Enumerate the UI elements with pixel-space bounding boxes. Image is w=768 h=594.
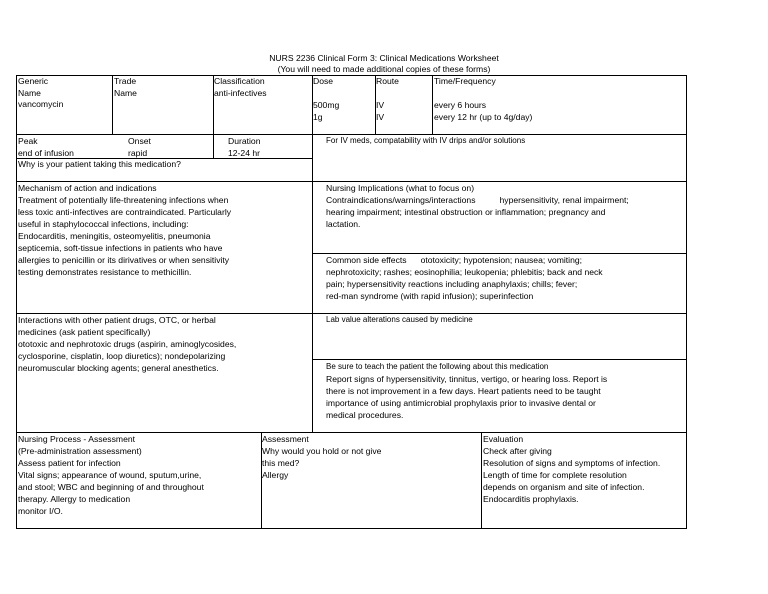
time-value-1: every 6 hours [434,100,487,110]
generic-value: vancomycin [18,99,64,109]
nursing-process-line: therapy. Allergy to medication [18,494,131,504]
side-effects-line: red-man syndrome (with rapid infusion); superinfection [326,291,534,301]
route-label: Route [376,76,399,86]
side-effects-label: Common side effects [326,255,407,265]
evaluation-line: Length of time for complete resolution [483,470,627,480]
dose-label: Dose [313,76,334,86]
side-effects-first: ototoxicity; hypotension; nausea; vomiting; [420,255,583,265]
mechanism-line: Endocarditis, meningitis, osteomyelitis, pneumonia [18,231,211,241]
nursing-process-line: (Pre-administration assessment) [18,446,142,456]
mechanism-line: useful in staphylococcal infections, including: [18,219,189,229]
evaluation-line: Check after giving [483,446,552,456]
assessment-line: this med? [262,458,300,468]
contraindications-line: lactation. [326,219,361,229]
route-value-1: IV [376,100,385,110]
onset-label: Onset [128,136,151,146]
assessment-line: Allergy [262,470,289,480]
nursing-implications-block [326,182,629,206]
route-value-2: IV [376,112,385,122]
nursing-implications-heading: Nursing Implications (what to focus on) [326,183,475,193]
mechanism-line: less toxic anti-infectives are contraindicated. Particularly [18,207,232,217]
contraindications-continued [326,206,605,230]
why-label: Why is your patient taking this medication? [18,159,181,169]
trade-label-line2: Name [114,88,137,98]
nursing-process-line: and stool; WBC and beginning of and throughout [18,482,204,492]
lab-values-label: Lab value alterations caused by medicine [326,315,473,324]
onset-value: rapid [128,148,148,158]
iv-compatibility-label: For IV meds, compatability with IV drips and/or solutions [326,136,526,145]
duration-label: Duration [228,136,261,146]
evaluation-line: depends on organism and site of infection. [483,482,645,492]
contraindications-value: hypersensitivity, renal impairment; [499,195,629,205]
peak-label: Peak [18,136,38,146]
dose-value-2: 1g [313,112,323,122]
evaluation-heading: Evaluation [483,434,524,444]
teach-line: importance of using antimicrobial prophylaxis prior to invasive dental or [326,398,596,408]
duration-value: 12-24 hr [228,148,261,158]
peak-value: end of infusion [18,148,74,158]
teach-line: Report signs of hypersensitivity, tinnitus, vertigo, or hearing loss. Report is [326,374,608,384]
generic-label-line2: Name [18,88,41,98]
teach-heading: Be sure to teach the patient the following about this medication [326,362,549,371]
assessment-line: Why would you hold or not give [262,446,382,456]
mechanism-heading: Mechanism of action and indications [18,183,157,193]
contraindications-line: hearing impairment; intestinal obstruction or inflammation; pregnancy and [326,207,606,217]
classification-value: anti-infectives [214,88,267,98]
interactions-block [18,314,236,374]
side-effects-block [326,254,603,302]
interactions-line: ototoxic and nephrotoxic drugs (aspirin, aminoglycosides, [18,339,237,349]
side-effects-line: pain; hypersensitivity reactions including anaphylaxis; chills; fever; [326,279,578,289]
assessment-heading: Assessment [262,434,309,444]
interactions-line: medicines (ask patient specifically) [18,327,151,337]
evaluation-line: Endocarditis prophylaxis. [483,494,579,504]
contraindications-label: Contraindications/warnings/interactions [326,195,476,205]
teach-line: medical procedures. [326,410,404,420]
trade-label-line1: Trade [114,76,137,86]
interactions-heading: Interactions with other patient drugs, OTC, or herbal [18,315,216,325]
evaluation-line: Resolution of signs and symptoms of infection. [483,458,661,468]
mechanism-line: Treatment of potentially life-threatening infections when [18,195,229,205]
dose-value-1: 500mg [313,100,340,110]
form-title: NURS 2236 Clinical Form 3: Clinical Medications Worksheet [269,53,499,63]
mechanism-line: testing demonstrates resistance to methicillin. [18,267,192,277]
nursing-process-heading: Nursing Process - Assessment [18,434,136,444]
side-effects-line: nephrotoxicity; rashes; eosinophilia; leukopenia; phlebitis; back and neck [326,267,603,277]
time-label: Time/Frequency [434,76,496,86]
generic-label-line1: Generic [18,76,49,86]
mechanism-block [18,182,231,278]
interactions-line: cyclosporine, cisplatin, loop diuretics); nondepolarizing [18,351,226,361]
time-value-2: every 12 hr (up to 4g/day) [434,112,533,122]
nursing-process-line: Assess patient for infection [18,458,121,468]
mechanism-line: septicemia, soft-tissue infections in patients who have [18,243,223,253]
nursing-process-line: monitor I/O. [18,506,63,516]
teach-block [326,361,607,421]
nursing-process-block [18,433,204,517]
assessment-block [262,433,381,481]
mechanism-line: allergies to penicillin or its dirivatives or when sensitivity [18,255,230,265]
form-subtitle: (You will need to made additional copies of these forms) [277,64,491,74]
nursing-process-line: Vital signs; appearance of wound, sputum,urine, [18,470,202,480]
teach-line: there is not improvement in a few days. Heart patients need to be taught [326,386,601,396]
evaluation-block [483,433,660,505]
interactions-line: neuromuscular blocking agents; general anesthetics. [18,363,219,373]
classification-label: Classification [214,76,265,86]
